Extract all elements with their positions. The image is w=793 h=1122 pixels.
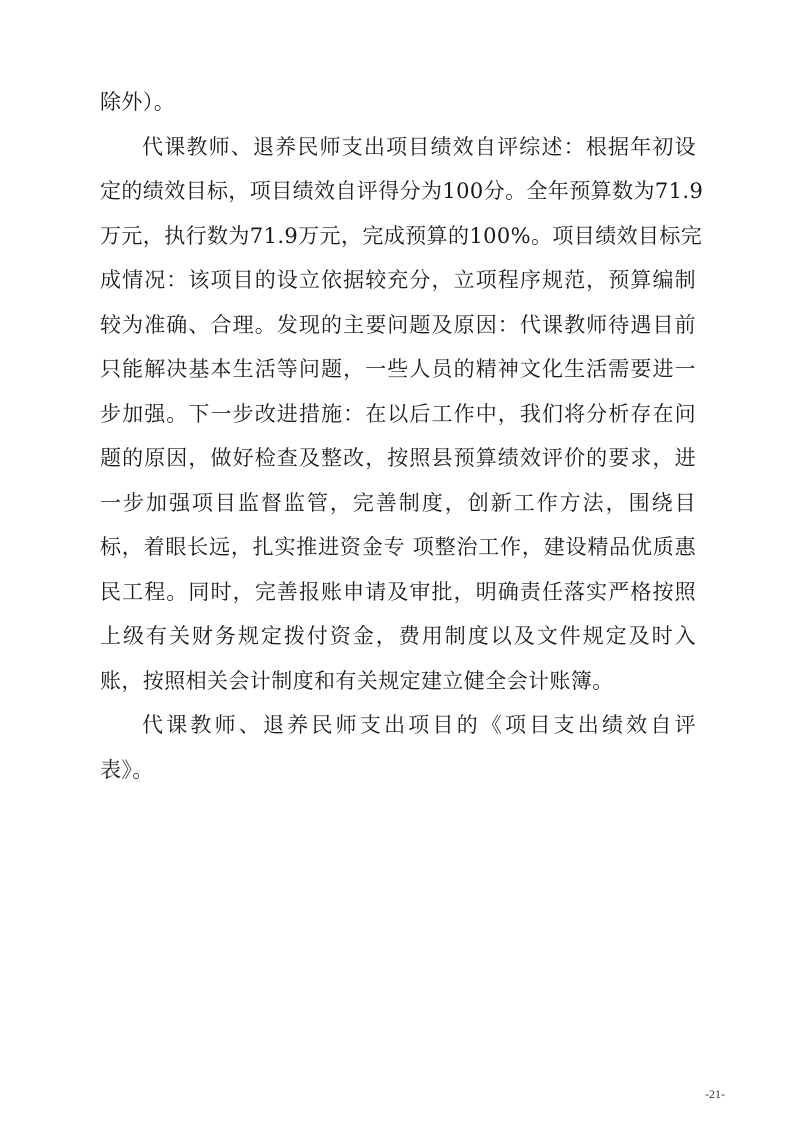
text-line: 代课教师、退养民师支出项目绩效自评综述：根据年初设 — [142, 134, 696, 159]
text-line: 标，着眼长远，扎实推进资金专 项整治工作，建设精品优质惠 — [100, 535, 696, 559]
text-line: 代课教师、退养民师支出项目的《项目支出绩效自评 — [142, 713, 696, 737]
text-line: 步加强。下一步改进措施：在以后工作中，我们将分析存在问 — [100, 401, 696, 426]
text-line: 题的原因，做好检查及整改，按照县预算绩效评价的要求，进 — [100, 446, 696, 470]
text-line: 表》。 — [100, 757, 154, 782]
text-line: 上级有关财务规定拨付资金，费用制度以及文件规定及时入 — [100, 624, 696, 648]
text-line: 定的绩效目标，项目绩效自评得分为100分。全年预算数为71.9 — [100, 179, 704, 203]
document-body — [100, 80, 704, 792]
text-line: 只能解决基本生活等问题，一些人员的精神文化生活需要进一 — [100, 357, 696, 381]
page-number: -21- — [705, 1087, 725, 1101]
text-line: 成情况：该项目的设立依据较充分，立项程序规范，预算编制 — [100, 268, 696, 292]
text-line: 除外）。 — [100, 90, 176, 114]
text-line: 万元，执行数为71.9万元，完成预算的100%。项目绩效目标完 — [100, 223, 703, 248]
text-line: 一步加强项目监督监管，完善制度，创新工作方法，围绕目 — [100, 490, 696, 515]
text-line: 较为准确、合理。发现的主要问题及原因：代课教师待遇目前 — [100, 312, 696, 337]
text-line: 账，按照相关会计制度和有关规定建立健全会计账簿。 — [100, 668, 614, 693]
text-line: 民工程。同时，完善报账申请及审批，明确责任落实严格按照 — [100, 579, 696, 604]
